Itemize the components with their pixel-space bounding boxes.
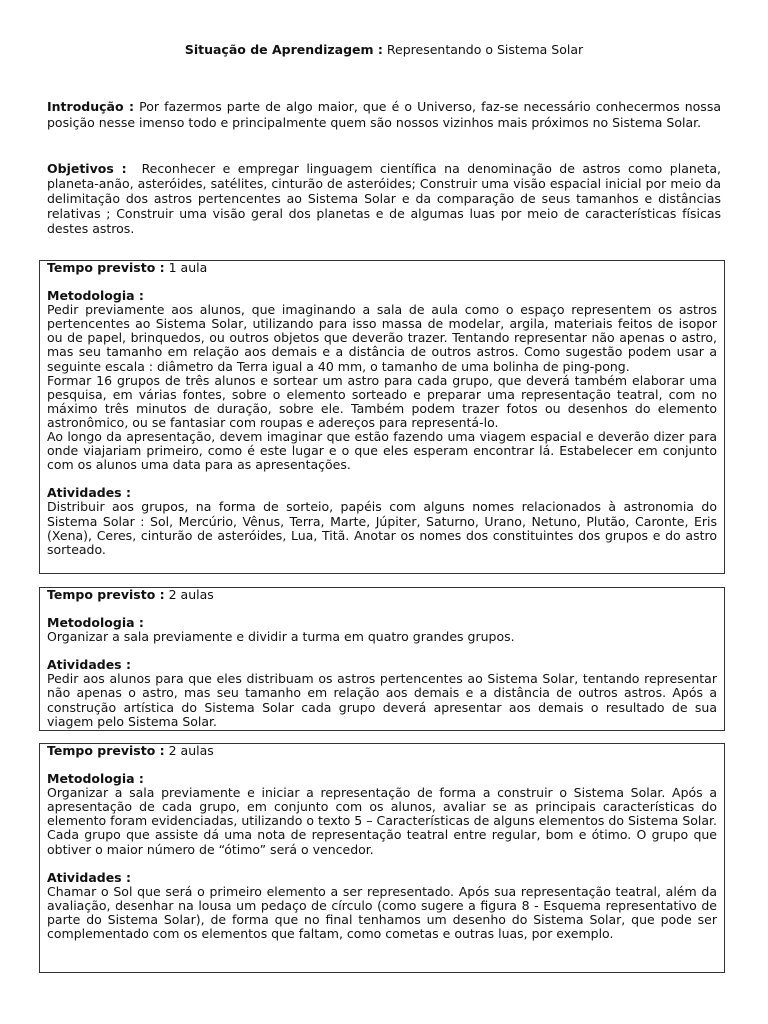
activities-text: Chamar o Sol que será o primeiro elemento a ser representado. Após sua representação teatral, além da avaliação, desenhar na lousa um pedaço de círculo (como sugere a figura 8 - Esquema representativo de parte do Sistema Solar), de forma que no final tenhamos um desenho do Sistema Solar, que pode ser complementado com os elementos que faltam, como cometas e outras luas, por exemplo. <box>47 883 717 942</box>
method-label: Metodologia : <box>47 615 144 631</box>
activities-label: Atividades : <box>47 869 131 885</box>
introduction-section <box>47 99 721 131</box>
method-label: Metodologia : <box>47 771 144 787</box>
title-text: Representando o Sistema Solar <box>386 42 584 57</box>
activities-text: Pedir aos alunos para que eles distribuam os astros pertencentes ao Sistema Solar, tentando representar não apenas o astro, mas seu tamanho em relação aos demais e a distância de outros astros. Após a construção artística do Sistema Solar cada grupo deverá apresentar aos demais o resultado de sua viagem pelo Sistema Solar. <box>47 671 717 729</box>
introduction-label: Introdução : <box>47 99 135 114</box>
session-time <box>47 588 717 602</box>
time-value: 2 aulas <box>168 743 214 758</box>
session-time <box>47 261 717 275</box>
method-paragraph: Ao longo da apresentação, devem imaginar que estão fazendo uma viagem espacial e deverão dizer para onde viajariam primeiro, como é este lugar e o que eles esperam encontrar lá. Estabelecer em conjunto com os alunos uma data para as apresentações. <box>47 429 717 473</box>
introduction-text: Por fazermos parte de algo maior, que é o Universo, faz-se necessário conhecermos nossa posição nesse imenso todo e principalmente quem são nossos vizinhos mais próximos no Sistema Solar. <box>47 99 721 130</box>
activities-label: Atividades : <box>47 485 131 501</box>
session-box-2 <box>39 587 725 731</box>
method-paragraph: Formar 16 grupos de três alunos e sortear um astro para cada grupo, que deverá também elaborar uma pesquisa, em várias fontes, sobre o elemento sorteado e preparar uma representação teatral, com no máximo três minutos de duração, sobre ele. Também podem trazer fotos ou desenhos do elemento astronômico, ou se fantasiar com roupas e adereços para representá-lo. <box>47 372 717 430</box>
session-box-3 <box>39 743 725 973</box>
method-paragraph: Organizar a sala previamente e dividir a turma em quatro grandes grupos. <box>47 629 515 645</box>
time-label: Tempo previsto : <box>47 260 165 275</box>
method-label: Metodologia : <box>47 288 144 304</box>
method-paragraph: Organizar a sala previamente e iniciar a representação de forma a construir o Sistema Solar. Após a apresentação de cada grupo, em conjunto com os alunos, avaliar se as principais características do elemento foram evidenciadas, utilizando o texto 5 – Características de alguns elementos do Sistema Solar. Cada grupo que assiste dá uma nota de representação teatral entre regular, bom e ótimo. O grupo que obtiver o maior número de “ótimo” será o vencedor. <box>47 785 717 857</box>
objectives-label: Objetivos : <box>47 161 127 176</box>
session-time <box>47 744 717 758</box>
page-title <box>0 42 768 57</box>
activities-label: Atividades : <box>47 657 131 673</box>
time-value: 2 aulas <box>168 587 214 602</box>
session-box-1 <box>39 260 725 574</box>
time-label: Tempo previsto : <box>47 743 165 758</box>
title-label: Situação de Aprendizagem : <box>184 42 383 57</box>
method-paragraph: Pedir previamente aos alunos, que imaginando a sala de aula como o espaço representem os astros pertencentes ao Sistema Solar, utilizando para isso massa de modelar, argila, materiais feitos de isopor ou de papel, brinquedos, ou outros objetos que deverão trazer. Tentando representar não apenas o astro, mas seu tamanho em relação aos demais e a distância de outros astros. Como sugestão podem usar a seguinte escala : diâmetro da Terra igual a 40 mm, o tamanho de uma bolinha de ping-pong. <box>47 302 717 374</box>
activities-text: Distribuir aos grupos, na forma de sorteio, papéis com alguns nomes relacionados à astronomia do Sistema Solar : Sol, Mercúrio, Vênus, Terra, Marte, Júpiter, Saturno, Urano, Netuno, Plutão, Caronte, Eris (Xena), Ceres, cinturão de asteróides, Lua, Titã. Anotar os nomes dos constituintes dos grupos e do astro sorteado. <box>47 499 717 557</box>
objectives-text: Reconhecer e empregar linguagem científica na denominação de astros como planeta, planeta-anão, asteróides, satélites, cinturão de asteróides; Construir uma visão espacial inicial por meio da delimitação dos astros pertencentes ao Sistema Solar e da comparação de seus tamanhos e distâncias relativas ; Construir uma visão geral dos planetas e de algumas luas por meio de características físicas destes astros. <box>47 161 721 236</box>
time-value: 1 aula <box>168 260 208 275</box>
time-label: Tempo previsto : <box>47 587 165 602</box>
objectives-section <box>47 161 721 236</box>
